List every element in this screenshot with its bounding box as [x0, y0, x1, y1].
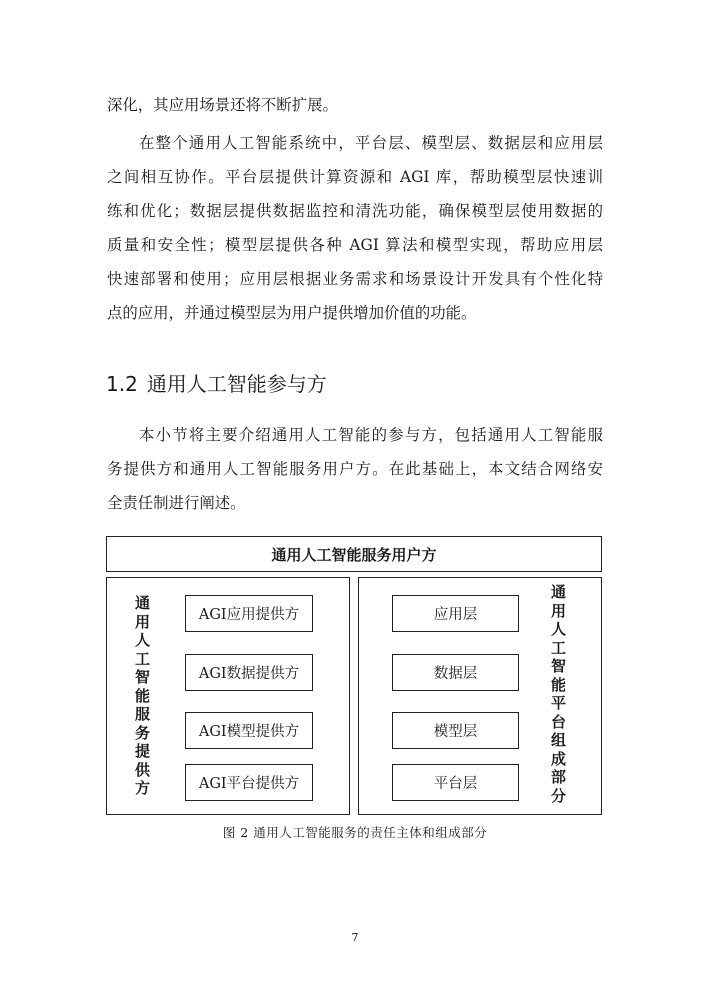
text-line: 务提供方和通用人工智能服务用户方。在此基础上，本文结合网络安 [107, 460, 603, 478]
text-line: 质量和安全性；模型层提供各种 AGI 算法和模型实现，帮助应用层 [107, 236, 603, 254]
section-title: 通用人工智能参与方 [146, 372, 327, 396]
section-number: 1.2 [106, 372, 138, 396]
figure-caption: 图 2 通用人工智能服务的责任主体和组成部分 [222, 825, 488, 840]
paragraph-continuation [107, 88, 603, 122]
platform-layer-box: 平台层 [392, 764, 519, 801]
text-line: 全责任制进行阐述。 [107, 494, 246, 512]
text-line: 本小节将主要介绍通用人工智能的参与方，包括通用人工智能服 [139, 426, 603, 444]
text-line: 深化，其应用场景还将不断扩展。 [107, 96, 338, 114]
agi-platform-provider-box: AGI平台提供方 [185, 764, 313, 801]
paragraph-section-intro [107, 418, 603, 520]
agi-model-provider-box: AGI模型提供方 [185, 712, 313, 749]
text-line: 点的应用，并通过模型层为用户提供增加价值的功能。 [107, 304, 477, 322]
section-heading [106, 368, 327, 397]
platform-components-panel [358, 577, 602, 815]
text-line: 在整个通用人工智能系统中，平台层、模型层、数据层和应用层 [139, 134, 603, 152]
page-number: 7 [351, 931, 359, 944]
provider-vertical-label: 通 用 人 工 智 能 服 务 提 供 方 [135, 594, 151, 797]
application-layer-box: 应用层 [392, 595, 519, 632]
paragraph-layer-collaboration [107, 126, 603, 330]
text-line: 练和优化；数据层提供数据监控和清洗功能，确保模型层使用数据的 [107, 202, 603, 220]
text-line: 快速部署和使用；应用层根据业务需求和场景设计开发具有个性化特 [107, 270, 603, 288]
data-layer-box: 数据层 [392, 654, 519, 691]
text-line: 之间相互协作。平台层提供计算资源和 AGI 库，帮助模型层快速训 [107, 168, 603, 186]
model-layer-box: 模型层 [392, 712, 519, 749]
agi-application-provider-box: AGI应用提供方 [185, 595, 313, 632]
platform-components-vertical-label: 通 用 人 工 智 能 平 台 组 成 部 分 [551, 583, 567, 805]
provider-panel [106, 577, 350, 815]
user-party-box: 通用人工智能服务用户方 [106, 536, 602, 572]
agi-data-provider-box: AGI数据提供方 [185, 654, 313, 691]
